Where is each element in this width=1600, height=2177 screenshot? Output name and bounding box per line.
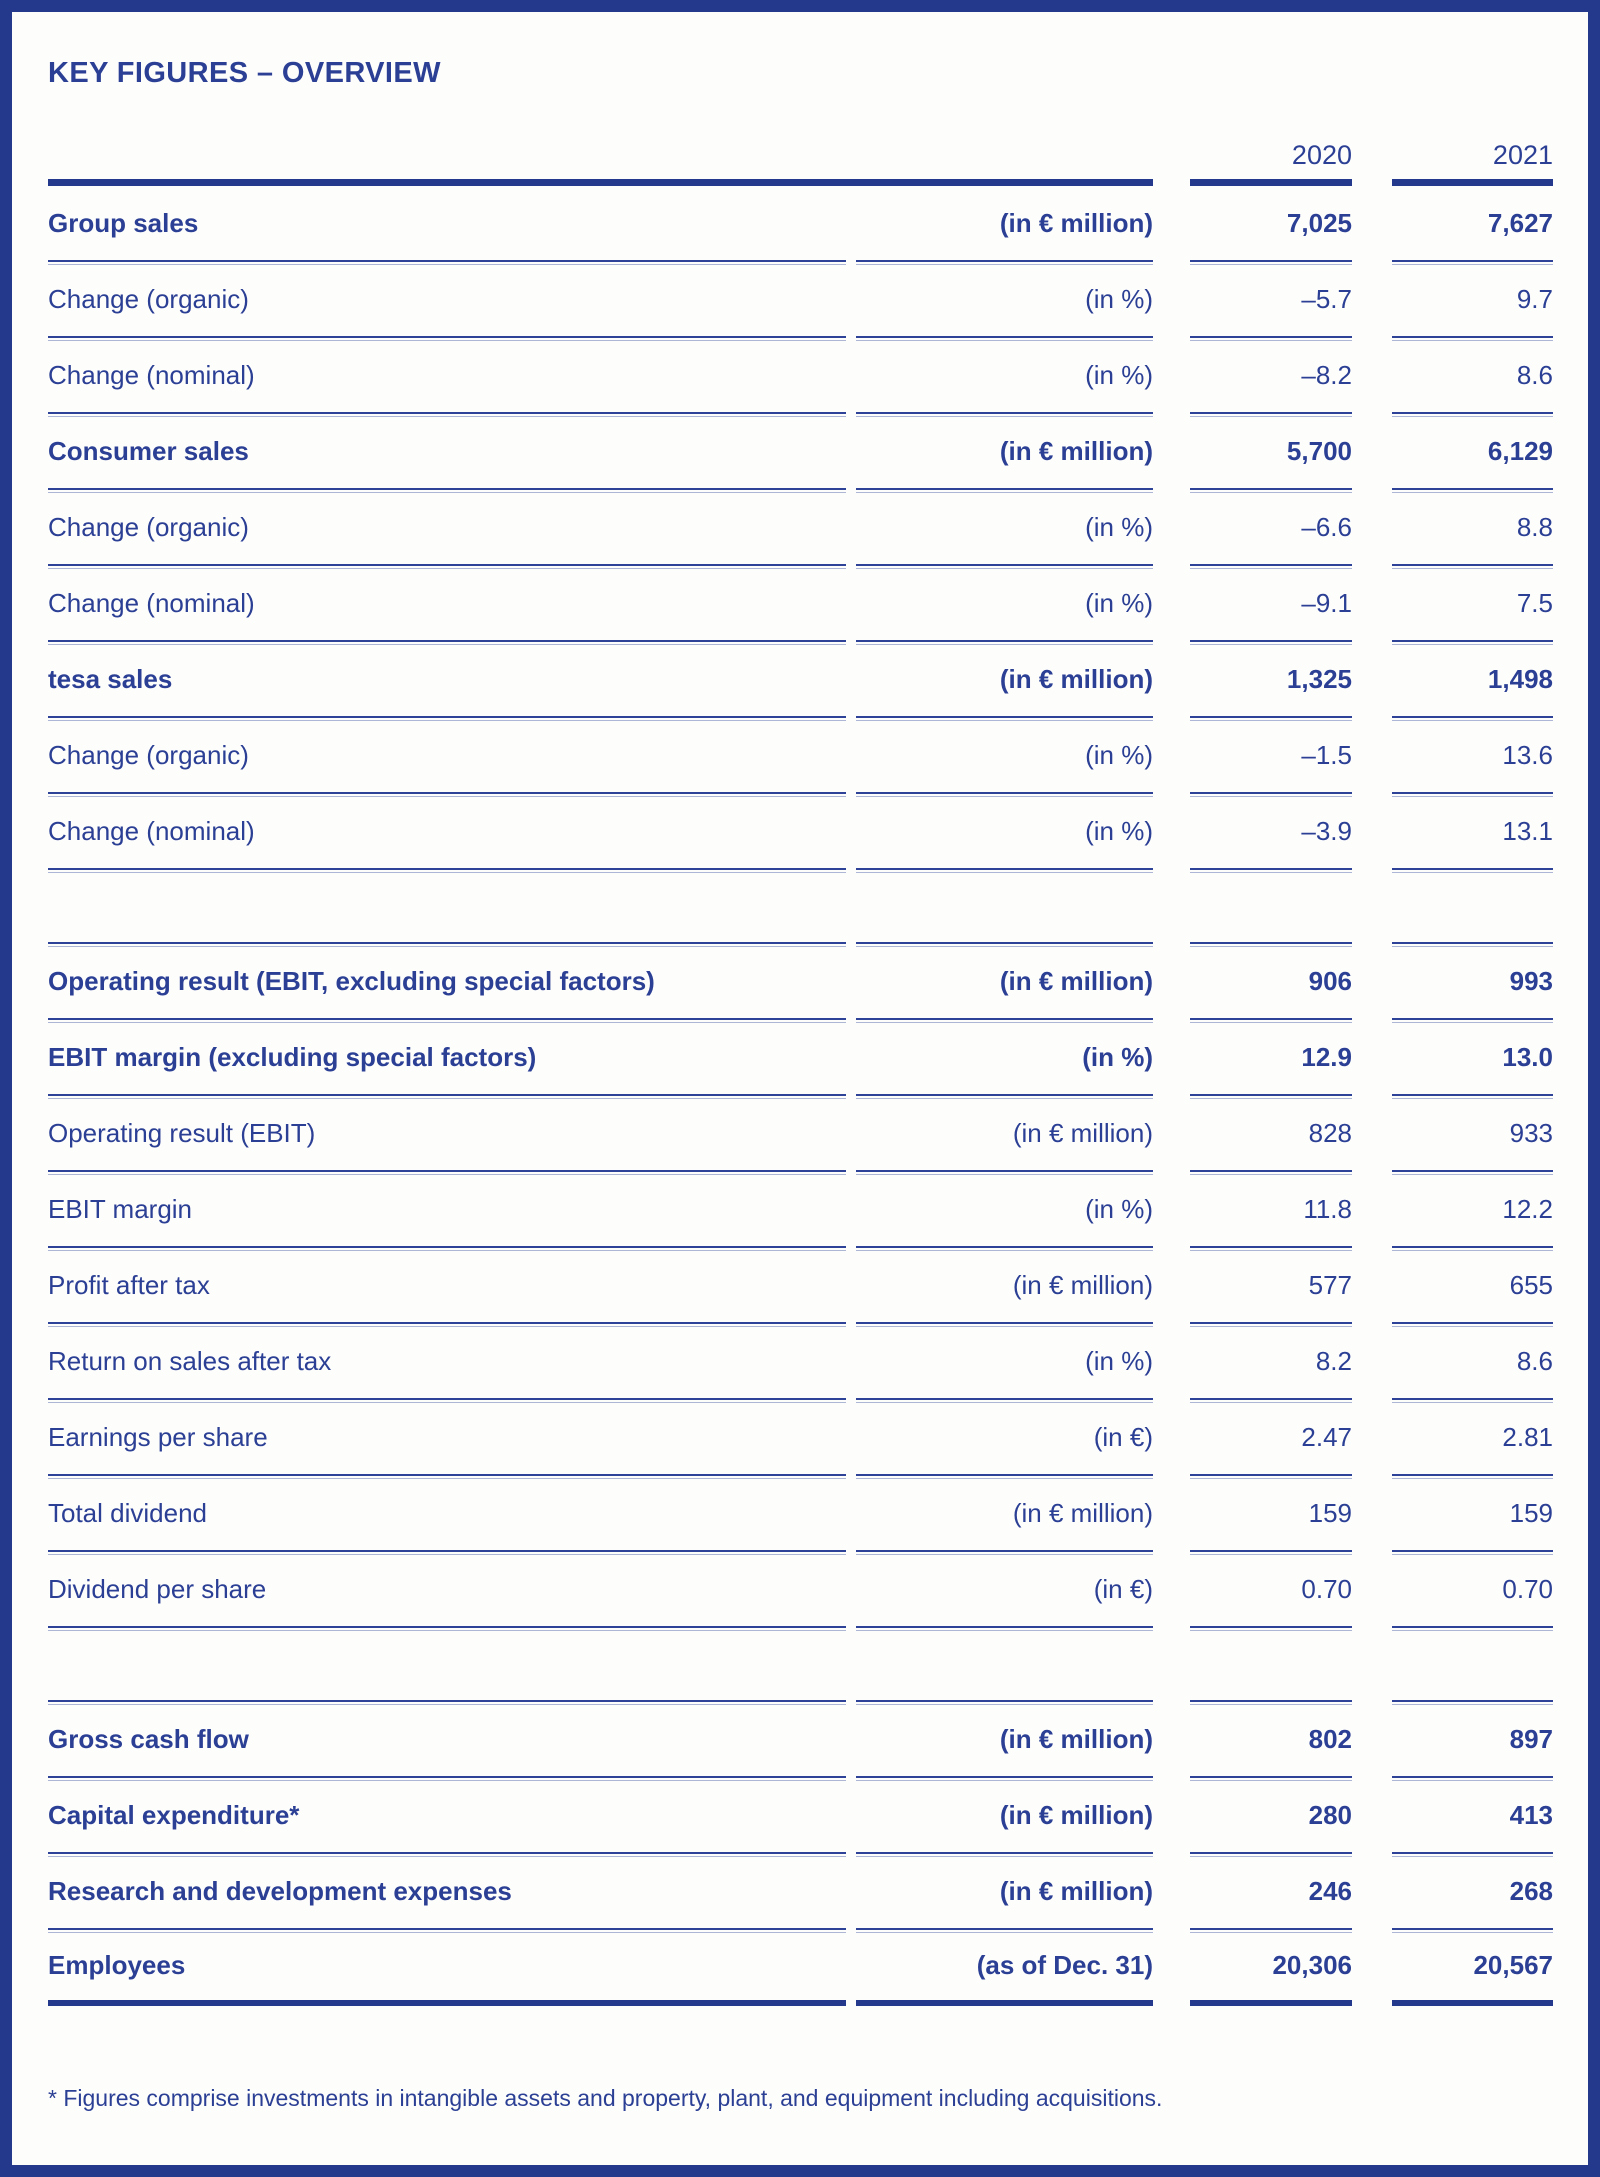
row-value-2020: –6.6 — [1190, 490, 1352, 566]
row-value-2020: 280 — [1190, 1778, 1352, 1854]
row-value-2020: –8.2 — [1190, 338, 1352, 414]
table-row — [48, 338, 1553, 414]
row-unit: (in €) — [856, 1400, 1153, 1476]
row-value-2021: 12.2 — [1392, 1172, 1553, 1248]
header-spacer-cell — [48, 90, 1153, 186]
row-label: Employees — [48, 1930, 846, 2006]
table-row — [48, 186, 1553, 262]
table-row — [48, 414, 1553, 490]
row-label: EBIT margin (excluding special factors) — [48, 1020, 846, 1096]
footnote: * Figures comprise investments in intangible assets and property, plant, and equipment including acquisitions. — [48, 2085, 1163, 2111]
row-value-2020: 828 — [1190, 1096, 1352, 1172]
row-value-2021: 9.7 — [1392, 262, 1553, 338]
spacer-cell — [1392, 870, 1553, 944]
row-unit: (in € million) — [856, 1702, 1153, 1778]
spacer-cell — [1392, 1628, 1553, 1702]
row-label: Group sales — [48, 186, 846, 262]
table-row — [48, 1400, 1553, 1476]
row-unit: (in € million) — [856, 1476, 1153, 1552]
row-unit: (in € million) — [856, 414, 1153, 490]
table-row — [48, 1930, 1553, 2006]
table-row — [48, 1172, 1553, 1248]
row-label: Change (organic) — [48, 718, 846, 794]
row-label: tesa sales — [48, 642, 846, 718]
row-value-2021: 1,498 — [1392, 642, 1553, 718]
row-value-2021: 7,627 — [1392, 186, 1553, 262]
row-label: Total dividend — [48, 1476, 846, 1552]
row-label: Profit after tax — [48, 1248, 846, 1324]
row-value-2021: 8.6 — [1392, 1324, 1553, 1400]
row-label: Dividend per share — [48, 1552, 846, 1628]
row-unit: (in %) — [856, 1324, 1153, 1400]
row-unit: (in %) — [856, 1172, 1153, 1248]
table-row — [48, 262, 1553, 338]
row-unit: (in %) — [856, 1020, 1153, 1096]
spacer-cell — [856, 870, 1153, 944]
row-value-2020: 11.8 — [1190, 1172, 1352, 1248]
column-header-2020: 2020 — [1190, 90, 1352, 186]
column-header-2021: 2021 — [1392, 90, 1553, 186]
table-row — [48, 1324, 1553, 1400]
row-value-2021: 268 — [1392, 1854, 1553, 1930]
row-value-2020: 7,025 — [1190, 186, 1352, 262]
row-value-2021: 13.0 — [1392, 1020, 1553, 1096]
row-value-2020: 159 — [1190, 1476, 1352, 1552]
row-value-2021: 8.8 — [1392, 490, 1553, 566]
row-unit: (in € million) — [856, 1854, 1153, 1930]
row-value-2021: 897 — [1392, 1702, 1553, 1778]
row-value-2020: 906 — [1190, 944, 1352, 1020]
row-value-2021: 413 — [1392, 1778, 1553, 1854]
section-spacer-row — [48, 870, 1553, 944]
row-value-2021: 13.1 — [1392, 794, 1553, 870]
table-row — [48, 1248, 1553, 1324]
row-value-2020: 20,306 — [1190, 1930, 1352, 2006]
row-value-2020: 12.9 — [1190, 1020, 1352, 1096]
row-value-2021: 2.81 — [1392, 1400, 1553, 1476]
row-value-2020: –9.1 — [1190, 566, 1352, 642]
row-label: Change (nominal) — [48, 794, 846, 870]
spacer-cell — [48, 870, 846, 944]
row-unit: (in €) — [856, 1552, 1153, 1628]
row-label: Capital expenditure* — [48, 1778, 846, 1854]
row-unit: (in %) — [856, 566, 1153, 642]
row-label: Gross cash flow — [48, 1702, 846, 1778]
row-label: Earnings per share — [48, 1400, 846, 1476]
row-unit: (in %) — [856, 718, 1153, 794]
row-label: Change (nominal) — [48, 566, 846, 642]
row-value-2020: 8.2 — [1190, 1324, 1352, 1400]
row-label: Operating result (EBIT, excluding special factors) — [48, 944, 846, 1020]
row-value-2020: 0.70 — [1190, 1552, 1352, 1628]
row-value-2020: 1,325 — [1190, 642, 1352, 718]
row-unit: (in € million) — [856, 642, 1153, 718]
page-title: KEY FIGURES – OVERVIEW — [48, 57, 441, 89]
table-row — [48, 566, 1553, 642]
row-value-2020: –5.7 — [1190, 262, 1352, 338]
row-value-2020: 246 — [1190, 1854, 1352, 1930]
row-label: Operating result (EBIT) — [48, 1096, 846, 1172]
table-row — [48, 1854, 1553, 1930]
spacer-cell — [856, 1628, 1153, 1702]
row-label: Change (organic) — [48, 262, 846, 338]
table-row — [48, 642, 1553, 718]
row-unit: (in € million) — [856, 1248, 1153, 1324]
table-row — [48, 1552, 1553, 1628]
row-label: Change (nominal) — [48, 338, 846, 414]
row-value-2021: 20,567 — [1392, 1930, 1553, 2006]
row-value-2021: 7.5 — [1392, 566, 1553, 642]
table-row — [48, 1020, 1553, 1096]
section-spacer-row — [48, 1628, 1553, 1702]
row-unit: (in %) — [856, 794, 1153, 870]
row-value-2021: 0.70 — [1392, 1552, 1553, 1628]
row-value-2021: 933 — [1392, 1096, 1553, 1172]
row-value-2021: 159 — [1392, 1476, 1553, 1552]
row-label: Return on sales after tax — [48, 1324, 846, 1400]
row-unit: (in € million) — [856, 186, 1153, 262]
row-unit: (in € million) — [856, 1096, 1153, 1172]
spacer-cell — [1190, 870, 1352, 944]
row-unit: (as of Dec. 31) — [856, 1930, 1153, 2006]
table-row — [48, 490, 1553, 566]
row-unit: (in %) — [856, 338, 1153, 414]
row-value-2020: 577 — [1190, 1248, 1352, 1324]
spacer-cell — [1190, 1628, 1352, 1702]
row-value-2021: 13.6 — [1392, 718, 1553, 794]
row-unit: (in %) — [856, 490, 1153, 566]
table-header-row — [48, 90, 1553, 186]
row-label: EBIT margin — [48, 1172, 846, 1248]
table-body — [48, 186, 1553, 2006]
table-row — [48, 794, 1553, 870]
row-value-2020: 5,700 — [1190, 414, 1352, 490]
table-row — [48, 1096, 1553, 1172]
table-row — [48, 944, 1553, 1020]
key-figures-table — [48, 90, 1553, 2006]
row-value-2020: –3.9 — [1190, 794, 1352, 870]
row-label: Research and development expenses — [48, 1854, 846, 1930]
spacer-cell — [48, 1628, 846, 1702]
row-value-2020: 2.47 — [1190, 1400, 1352, 1476]
table-row — [48, 1476, 1553, 1552]
row-value-2020: 802 — [1190, 1702, 1352, 1778]
table-row — [48, 1778, 1553, 1854]
row-unit: (in %) — [856, 262, 1153, 338]
row-value-2021: 655 — [1392, 1248, 1553, 1324]
row-unit: (in € million) — [856, 1778, 1153, 1854]
row-unit: (in € million) — [856, 944, 1153, 1020]
table-row — [48, 718, 1553, 794]
table-row — [48, 1702, 1553, 1778]
row-value-2021: 6,129 — [1392, 414, 1553, 490]
row-value-2021: 993 — [1392, 944, 1553, 1020]
row-label: Consumer sales — [48, 414, 846, 490]
row-label: Change (organic) — [48, 490, 846, 566]
row-value-2020: –1.5 — [1190, 718, 1352, 794]
row-value-2021: 8.6 — [1392, 338, 1553, 414]
